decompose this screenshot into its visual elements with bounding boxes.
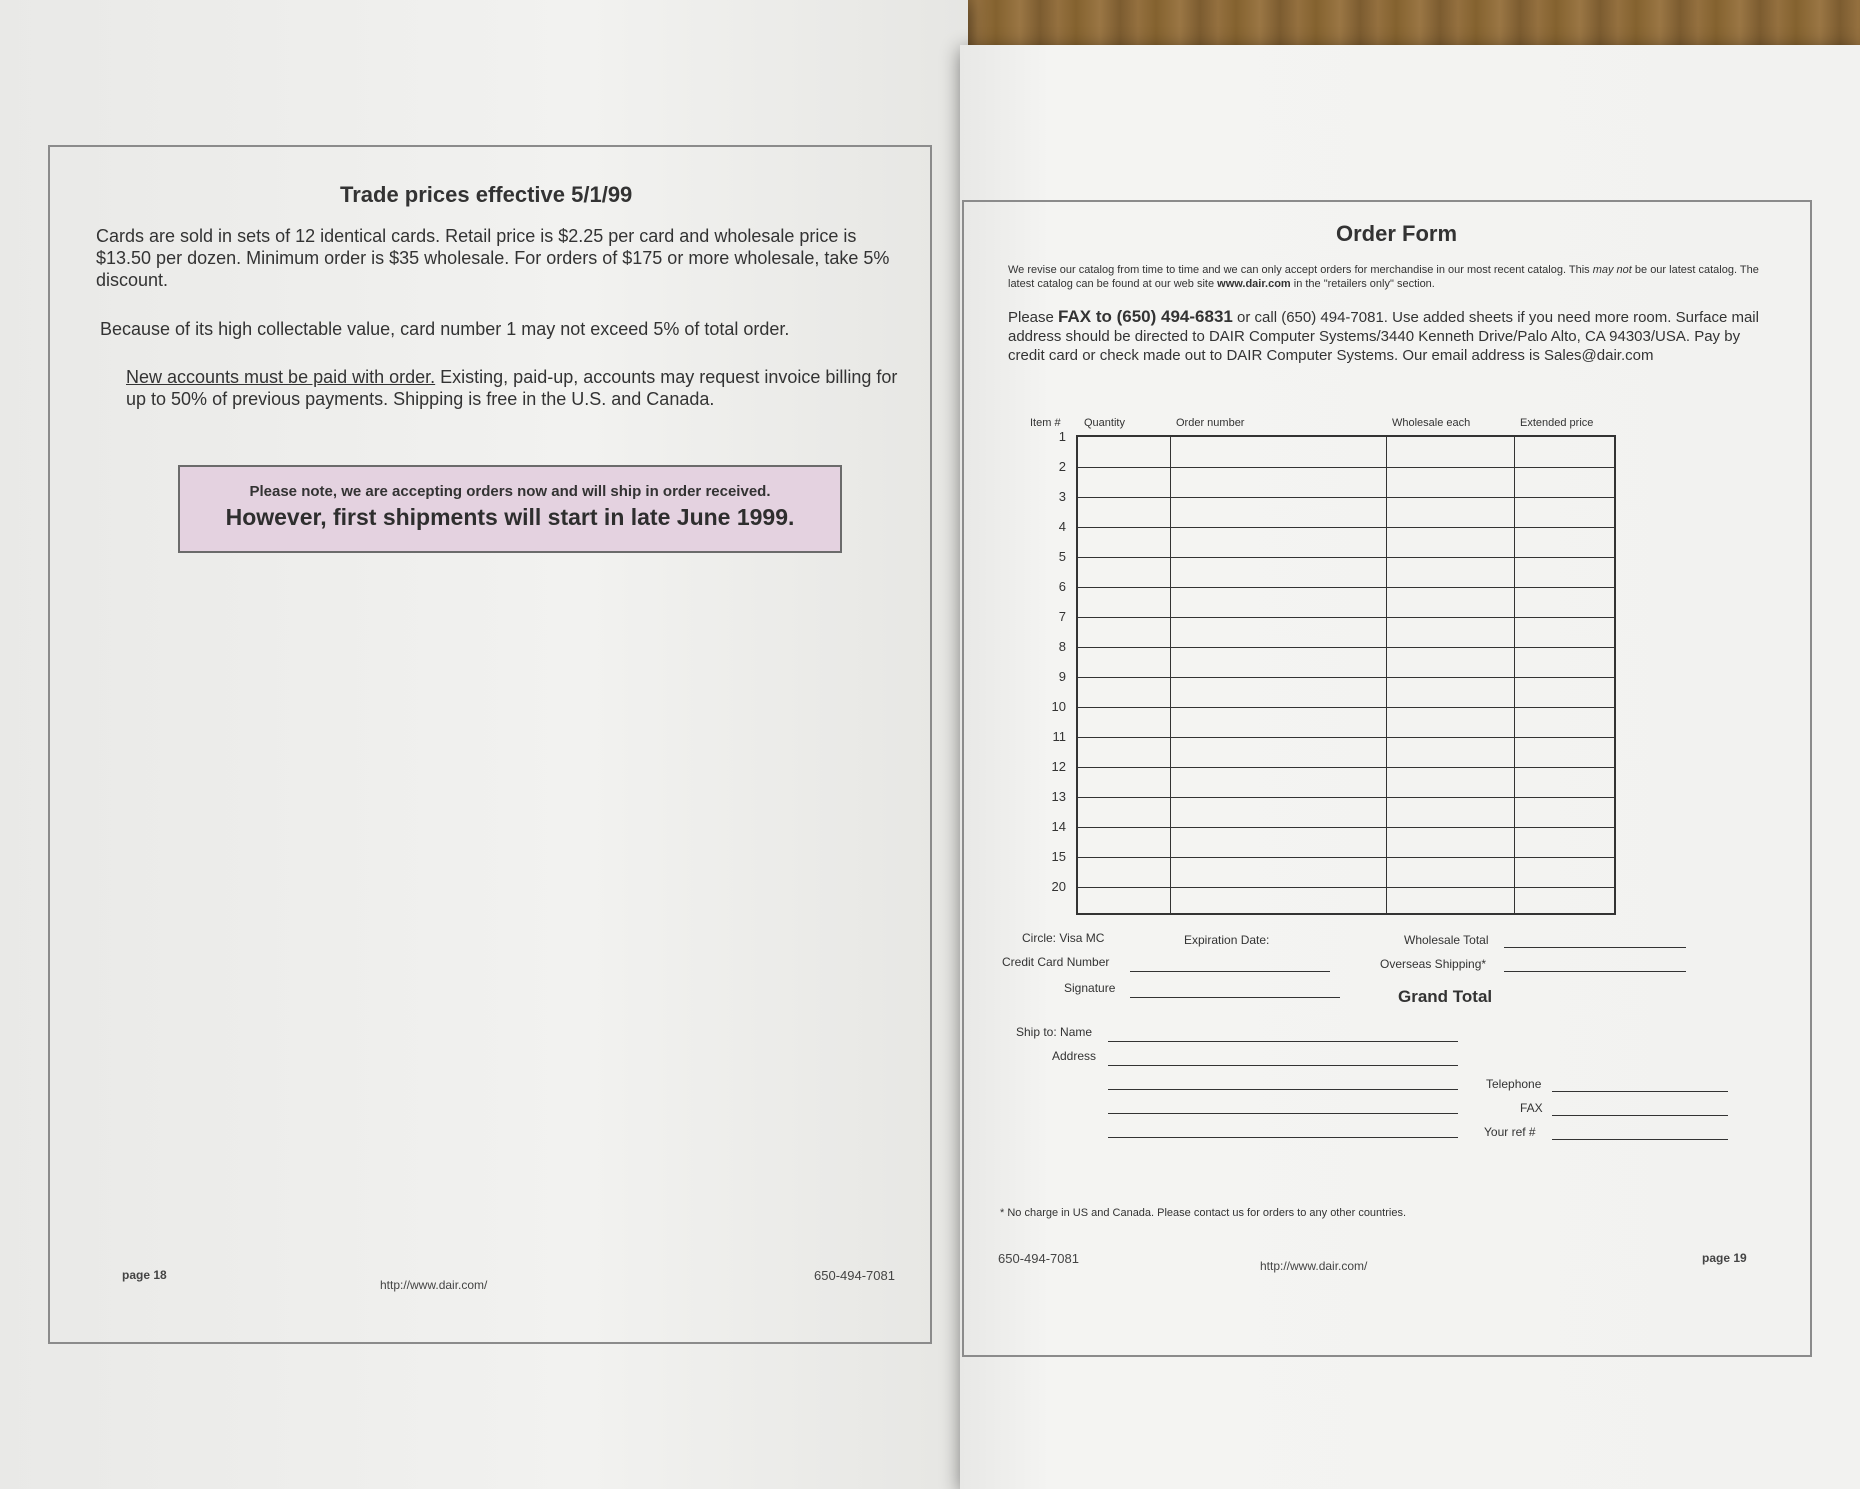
row-number: 7	[1058, 609, 1066, 624]
row-number: 1	[1058, 429, 1066, 444]
row-number: 13	[1051, 789, 1066, 804]
notice-line-1: Please note, we are accepting orders now and will ship in order received.	[249, 483, 771, 500]
wholesale-total-field[interactable]	[1504, 947, 1686, 948]
telephone-field[interactable]	[1552, 1091, 1728, 1092]
table-row[interactable]	[1078, 467, 1614, 468]
order-table	[1076, 435, 1616, 915]
wholesale-total-label: Wholesale Total	[1404, 933, 1489, 947]
address-field-3[interactable]	[1108, 1113, 1458, 1114]
fax-please: Please	[1008, 309, 1059, 326]
catalog-intro	[1008, 263, 1768, 291]
address-label: Address	[1052, 1049, 1097, 1063]
address-field-4[interactable]	[1108, 1137, 1458, 1138]
row-number: 8	[1058, 639, 1066, 654]
header-order-number: Order number	[1176, 417, 1245, 429]
row-number: 9	[1058, 669, 1066, 684]
table-row[interactable]	[1078, 557, 1614, 558]
expiration-label: Expiration Date:	[1184, 933, 1270, 947]
table-row[interactable]	[1078, 737, 1614, 738]
overseas-shipping-label: Overseas Shipping*	[1380, 957, 1487, 971]
pricing-paragraph: Cards are sold in sets of 12 identical cards. Retail price is $2.25 per card and wholesale price is $13.50 per dozen. Minimum order is $35 wholesale. For orders of $175 or more wholesale, take 5% discount.	[96, 226, 890, 290]
table-row[interactable]	[1078, 767, 1614, 768]
footer-phone-left: 650-494-7081	[814, 1268, 895, 1283]
header-item: Item #	[1030, 417, 1061, 429]
row-number: 10	[1051, 699, 1066, 714]
row-number: 12	[1051, 759, 1066, 774]
header-extended-price: Extended price	[1520, 417, 1594, 429]
fax-rest: or call (650) 494-7081. Use added sheets if you need more room. Surface mail address should be directed to DAIR Computer Systems/3440 Kenneth Drive/Palo Alto, CA 94303/USA. Pay by credit card or check made out to DAIR Computer Systems. Our email address is Sales@dair.com	[1008, 309, 1759, 364]
fax-number: FAX to (650) 494-6831	[1058, 307, 1233, 326]
overseas-shipping-field[interactable]	[1504, 971, 1686, 972]
signature-label: Signature	[1064, 981, 1116, 995]
order-form-title: Order Form	[1336, 221, 1458, 246]
table-row[interactable]	[1078, 887, 1614, 888]
card-type-label: Circle: Visa MC	[1022, 931, 1105, 945]
table-row[interactable]	[1078, 617, 1614, 618]
address-field-2[interactable]	[1108, 1089, 1458, 1090]
credit-card-field[interactable]	[1130, 971, 1330, 972]
row-number: 6	[1058, 579, 1066, 594]
table-row[interactable]	[1078, 857, 1614, 858]
row-number: 20	[1051, 879, 1066, 894]
table-row[interactable]	[1078, 797, 1614, 798]
shipping-notice-box	[178, 465, 842, 553]
row-number: 15	[1051, 849, 1066, 864]
fax-label: FAX	[1520, 1101, 1543, 1115]
signature-field[interactable]	[1130, 997, 1340, 998]
table-row[interactable]	[1078, 827, 1614, 828]
page-number-right: page 19	[1702, 1251, 1747, 1265]
column-divider	[1386, 437, 1387, 913]
your-ref-label: Your ref #	[1484, 1125, 1536, 1139]
page-number-left: page 18	[122, 1268, 167, 1282]
header-quantity: Quantity	[1084, 417, 1125, 429]
column-divider	[1170, 437, 1171, 913]
fax-instructions	[1008, 307, 1768, 365]
intro-may-not: may not	[1592, 264, 1632, 276]
trade-prices-title: Trade prices effective 5/1/99	[340, 182, 633, 207]
row-number: 14	[1051, 819, 1066, 834]
new-accounts-note: New accounts must be paid with order.	[126, 367, 436, 387]
telephone-label: Telephone	[1486, 1077, 1542, 1091]
accounts-paragraph	[126, 366, 906, 410]
ship-to-name-field[interactable]	[1108, 1041, 1458, 1042]
column-divider	[1514, 437, 1515, 913]
table-row[interactable]	[1078, 647, 1614, 648]
credit-card-label: Credit Card Number	[1002, 955, 1110, 969]
shipping-footnote: * No charge in US and Canada. Please contact us for orders to any other countries.	[1000, 1207, 1407, 1219]
row-number: 4	[1058, 519, 1066, 534]
table-row[interactable]	[1078, 527, 1614, 528]
header-wholesale-each: Wholesale each	[1392, 417, 1471, 429]
intro-text-b: be our latest catalog. The latest catalog can be found at our web site	[1008, 264, 1759, 290]
accounts-paragraph-rest: Existing, paid-up, accounts may request invoice billing for up to 50% of previous payments. Shipping is free in the U.S. and Canada.	[126, 367, 898, 409]
notice-line-2: However, first shipments will start in late June 1999.	[225, 504, 795, 530]
row-number: 11	[1052, 729, 1066, 744]
footer-url-right: http://www.dair.com/	[1260, 1259, 1368, 1273]
table-row[interactable]	[1078, 707, 1614, 708]
fax-field[interactable]	[1552, 1115, 1728, 1116]
intro-text-c: in the "retailers only" section.	[1290, 278, 1435, 290]
ship-to-name-label: Ship to: Name	[1016, 1025, 1093, 1039]
table-row[interactable]	[1078, 677, 1614, 678]
intro-text-a: We revise our catalog from time to time and we can only accept orders for merchandise in our most recent catalog. This	[1008, 264, 1593, 276]
row-number: 5	[1058, 549, 1066, 564]
row-number: 3	[1058, 489, 1066, 504]
intro-website: www.dair.com	[1217, 278, 1291, 290]
right-page	[960, 45, 1860, 1489]
collectable-paragraph: Because of its high collectable value, card number 1 may not exceed 5% of total order.	[100, 319, 790, 339]
footer-url-left: http://www.dair.com/	[380, 1278, 488, 1292]
address-field-1[interactable]	[1108, 1065, 1458, 1066]
table-row[interactable]	[1078, 497, 1614, 498]
footer-phone-right: 650-494-7081	[998, 1251, 1079, 1266]
grand-total-label: Grand Total	[1398, 987, 1493, 1006]
row-number: 2	[1058, 459, 1066, 474]
your-ref-field[interactable]	[1552, 1139, 1728, 1140]
table-row[interactable]	[1078, 587, 1614, 588]
